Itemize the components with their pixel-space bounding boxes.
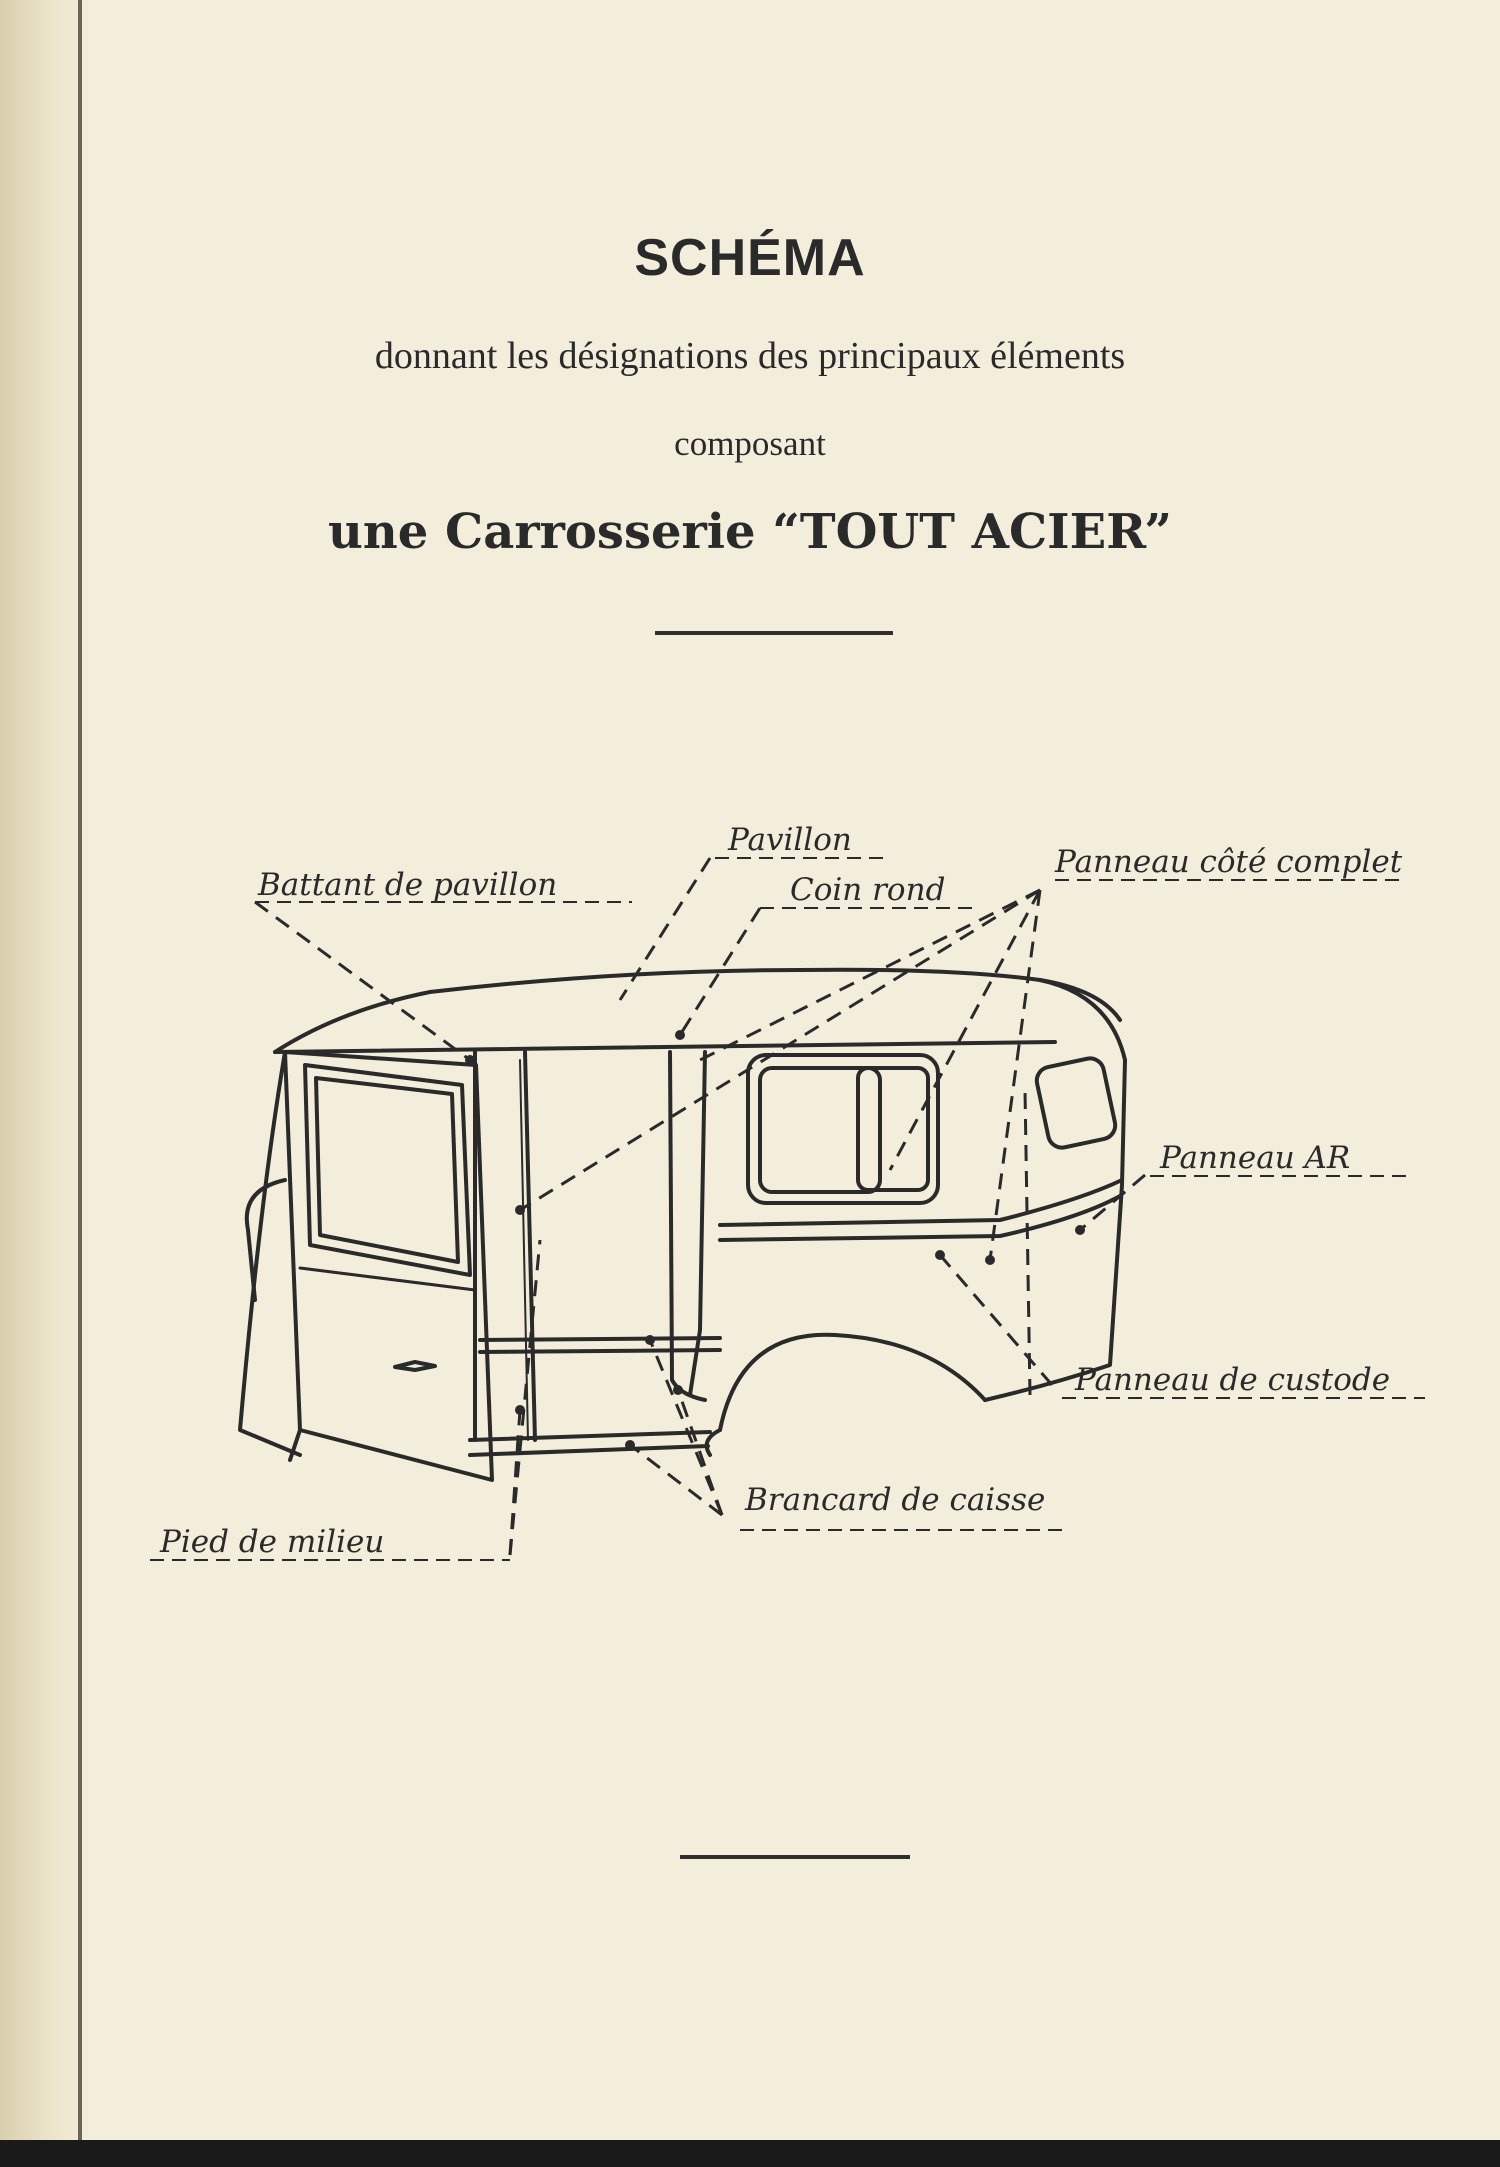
subtitle-line-1: donnant les désignations des principaux éléments (374, 335, 1126, 377)
label-battant-de-pavillon: Battant de pavillon (258, 867, 558, 903)
leader-lines (255, 858, 1145, 1555)
page-bottom-edge (0, 2140, 1500, 2167)
label-panneau-de-custode: Panneau de custode (1075, 1362, 1391, 1398)
subtitle-line-2: composant (674, 424, 826, 463)
label-pied-de-milieu: Pied de milieu (160, 1524, 385, 1560)
label-panneau-cote-complet: Panneau côté complet (1055, 844, 1403, 880)
label-pavillon: Pavillon (728, 822, 852, 858)
label-panneau-ar: Panneau AR (1160, 1140, 1351, 1176)
label-coin-rond: Coin rond (790, 872, 946, 908)
label-brancard-de-caisse: Brancard de caisse (745, 1482, 1046, 1518)
page-title: SCHÉMA (634, 229, 866, 287)
subtitle-line-3: une Carrosserie “TOUT ACIER” (327, 504, 1172, 560)
bottom-divider (680, 1855, 910, 1859)
